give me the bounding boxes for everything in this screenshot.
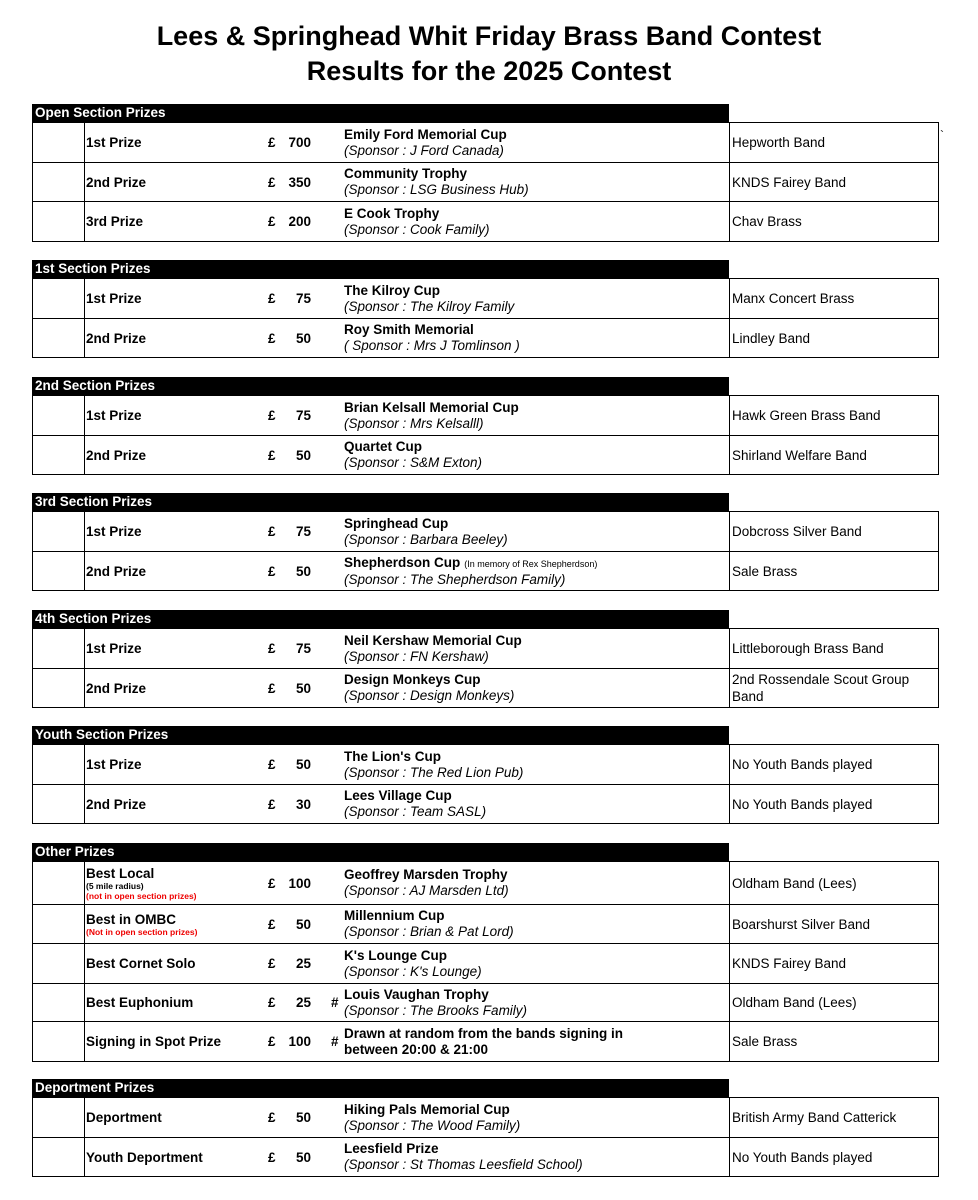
- prize-amount: 350: [288, 174, 311, 190]
- prize-amount: 700: [288, 135, 311, 150]
- trophy-name: [344, 1102, 729, 1118]
- winner-cell: [729, 1022, 938, 1061]
- winner-name: Sale Brass: [732, 1034, 798, 1049]
- winner-name: Sale Brass: [732, 563, 798, 579]
- prize-row: [32, 319, 939, 358]
- prize-cell: [86, 396, 286, 435]
- prize-row: [32, 395, 939, 436]
- trophy-title: K's Lounge Cup: [344, 947, 447, 963]
- sponsor-text: (Sponsor : St Thomas Leesfield School): [344, 1157, 583, 1172]
- winner-cell: [729, 396, 938, 435]
- prize-name: 2nd Prize: [86, 563, 147, 579]
- winner-name: KNDS Fairey Band: [732, 174, 847, 190]
- trophy-name: [344, 1141, 729, 1157]
- trophy-cell: [344, 123, 729, 162]
- prize-name: 2nd Prize: [86, 796, 147, 812]
- prize-row: [32, 1022, 939, 1062]
- winner-cell: [729, 123, 938, 162]
- section-header: 4th Section Prizes: [32, 610, 729, 628]
- row-blank-cell: [33, 629, 85, 668]
- hash-mark: #: [331, 995, 339, 1010]
- trophy-cell: [344, 512, 729, 551]
- prize-name: 1st Prize: [86, 524, 142, 539]
- winner-cell: [729, 512, 938, 551]
- row-blank-cell: [33, 436, 85, 474]
- row-blank-cell: [33, 552, 85, 590]
- winner-name: Manx Concert Brass: [732, 291, 855, 306]
- sponsor-text: (Sponsor : AJ Marsden Ltd): [344, 883, 509, 898]
- winner-cell: [729, 785, 938, 823]
- trophy-name: [344, 439, 729, 455]
- winner-cell: [729, 629, 938, 668]
- prize-row: [32, 861, 939, 905]
- prize-amount: 75: [295, 291, 311, 306]
- page-subtitle: Results for the 2025 Contest: [306, 56, 672, 86]
- prize-note-red: (not in open section prizes): [86, 890, 197, 901]
- trophy-cell: [344, 436, 729, 474]
- sponsor-text: (Sponsor : The Kilroy Family: [344, 298, 515, 314]
- trophy-title: Shepherdson Cup: [344, 554, 461, 570]
- trophy-title: Leesfield Prize: [344, 1141, 439, 1156]
- trophy-cell: [344, 552, 729, 590]
- prize-row: [32, 163, 939, 202]
- currency-symbol: £: [268, 447, 276, 463]
- prize-amount: 30: [295, 796, 311, 812]
- prize-amount: 100: [288, 1034, 311, 1049]
- sponsor-text: (Sponsor : The Red Lion Pub): [344, 764, 524, 780]
- row-blank-cell: [33, 745, 85, 784]
- section-header: Youth Section Prizes: [32, 726, 729, 744]
- sponsor-text: (Sponsor : Team SASL): [344, 804, 487, 819]
- prize-amount: 200: [288, 214, 311, 229]
- row-blank-cell: [33, 123, 85, 162]
- row-blank-cell: [33, 319, 85, 357]
- trophy-name: [344, 400, 729, 416]
- hash-mark: #: [331, 1034, 339, 1049]
- winner-cell: [729, 279, 938, 318]
- row-blank-cell: [33, 512, 85, 551]
- trophy-title: Quartet Cup: [344, 439, 423, 454]
- prize-cell: [86, 785, 286, 823]
- trophy-name: [344, 867, 729, 883]
- trophy-title: Millennium Cup: [344, 908, 445, 923]
- prize-cell: [86, 512, 286, 551]
- prize-name: 2nd Prize: [86, 174, 147, 190]
- prize-name: Best Euphonium: [86, 995, 194, 1010]
- trophy-note: (In memory of Rex Shepherdson): [464, 558, 598, 569]
- prize-name: Youth Deportment: [86, 1149, 203, 1165]
- sponsor-text: (Sponsor : K's Lounge): [344, 963, 482, 979]
- trophy-name: [344, 987, 729, 1003]
- row-blank-cell: [33, 163, 85, 201]
- prize-name: 2nd Prize: [86, 680, 147, 696]
- currency-symbol: £: [268, 680, 276, 696]
- prize-name: 1st Prize: [86, 408, 142, 423]
- prize-amount: 75: [295, 641, 311, 656]
- sponsor-text: (Sponsor : LSG Business Hub): [344, 182, 529, 197]
- currency-symbol: £: [268, 1110, 276, 1125]
- prize-cell: [86, 1098, 286, 1137]
- prize-amount: 50: [295, 757, 311, 772]
- row-blank-cell: [33, 202, 85, 241]
- prize-name: 2nd Prize: [86, 330, 147, 346]
- section-header: Deportment Prizes: [32, 1079, 729, 1097]
- prize-amount: 50: [295, 680, 311, 696]
- prize-row: [32, 669, 939, 708]
- prize-row: [32, 1138, 939, 1177]
- trophy-name: [344, 948, 729, 964]
- prize-amount: 50: [295, 916, 311, 932]
- trophy-cell: [344, 202, 729, 241]
- currency-symbol: £: [268, 1149, 276, 1165]
- trophy-title: The Kilroy Cup: [344, 282, 441, 298]
- prize-name: 1st Prize: [86, 291, 142, 306]
- prize-cell: [86, 319, 286, 357]
- trophy-title: Neil Kershaw Memorial Cup: [344, 632, 522, 648]
- winner-name: Hepworth Band: [732, 135, 826, 150]
- trophy-name: [344, 166, 729, 182]
- trophy-cell: [344, 785, 729, 823]
- prize-row: [32, 436, 939, 475]
- row-blank-cell: [33, 905, 85, 943]
- section-header: 3rd Section Prizes: [32, 493, 729, 511]
- trophy-title: Emily Ford Memorial Cup: [344, 126, 507, 142]
- trophy-cell: [344, 669, 729, 707]
- prize-cell: [86, 745, 286, 784]
- winner-cell: [729, 669, 938, 707]
- sponsor-text: (Sponsor : The Shepherdson Family): [344, 571, 566, 587]
- currency-symbol: £: [268, 174, 276, 190]
- trophy-cell: [344, 944, 729, 983]
- prize-name: 1st Prize: [86, 757, 142, 772]
- sponsor-text: ( Sponsor : Mrs J Tomlinson ): [344, 338, 520, 353]
- prize-amount: 25: [295, 956, 311, 971]
- winner-name: British Army Band Catterick: [732, 1110, 897, 1125]
- prize-name: Best Cornet Solo: [86, 956, 196, 971]
- trophy-title: Drawn at random from the bands signing in: [344, 1025, 624, 1041]
- prize-name: Best Local: [86, 865, 155, 881]
- currency-symbol: £: [268, 1034, 276, 1049]
- prize-note: (5 mile radius): [86, 880, 144, 891]
- prize-cell: [86, 279, 286, 318]
- currency-symbol: £: [268, 796, 276, 812]
- prize-cell: [86, 984, 286, 1021]
- currency-symbol: £: [268, 995, 276, 1010]
- winner-cell: [729, 1138, 938, 1176]
- prize-amount: 50: [295, 1110, 311, 1125]
- prize-name: 2nd Prize: [86, 447, 147, 463]
- row-blank-cell: [33, 984, 85, 1021]
- currency-symbol: £: [268, 214, 276, 229]
- winner-cell: [729, 984, 938, 1021]
- winner-cell: [729, 163, 938, 201]
- sponsor-text: (Sponsor : The Brooks Family): [344, 1002, 528, 1018]
- prize-name: Deportment: [86, 1110, 162, 1125]
- prize-note-red: (Not in open section prizes): [86, 926, 198, 937]
- trophy-title: Hiking Pals Memorial Cup: [344, 1101, 510, 1117]
- row-blank-cell: [33, 396, 85, 435]
- prize-row: [32, 905, 939, 944]
- section-header: 1st Section Prizes: [32, 260, 729, 278]
- winner-cell: [729, 552, 938, 590]
- prize-row: [32, 1097, 939, 1138]
- trophy-cell: [344, 862, 729, 904]
- winner-name: No Youth Bands played: [732, 757, 873, 772]
- trophy-cell: [344, 745, 729, 784]
- row-blank-cell: [33, 1138, 85, 1176]
- trophy-title: E Cook Trophy: [344, 205, 440, 221]
- trophy-title: The Lion's Cup: [344, 748, 441, 764]
- prize-amount: 75: [295, 524, 311, 539]
- section-header: Other Prizes: [32, 843, 729, 861]
- trophy-name: [344, 908, 729, 924]
- trophy-name: [344, 749, 729, 765]
- prize-amount: 25: [295, 995, 311, 1010]
- prize-row: [32, 122, 939, 163]
- prize-row: [32, 984, 939, 1022]
- currency-symbol: £: [268, 757, 276, 772]
- winner-name: Littleborough Brass Band: [732, 641, 884, 656]
- trophy-title: Springhead Cup: [344, 515, 449, 531]
- currency-symbol: £: [268, 330, 276, 346]
- row-blank-cell: [33, 279, 85, 318]
- trophy-name: [344, 672, 729, 688]
- trophy-cell: [344, 163, 729, 201]
- row-blank-cell: [33, 669, 85, 707]
- winner-cell: [729, 862, 938, 904]
- section-header: 2nd Section Prizes: [32, 377, 729, 395]
- prize-name: Best in OMBC: [86, 911, 177, 927]
- trophy-name: [344, 127, 729, 143]
- trophy-title: Geoffrey Marsden Trophy: [344, 867, 508, 882]
- winner-cell: [729, 905, 938, 943]
- stray-mark: `: [940, 128, 944, 142]
- prize-cell: [86, 1022, 286, 1061]
- currency-symbol: £: [268, 291, 276, 306]
- winner-name: Dobcross Silver Band: [732, 524, 862, 539]
- winner-cell: [729, 745, 938, 784]
- prize-row: [32, 552, 939, 591]
- currency-symbol: £: [268, 408, 276, 423]
- trophy-name: [344, 555, 729, 572]
- trophy-name: [344, 206, 729, 222]
- sponsor-text: (Sponsor : The Wood Family): [344, 1117, 521, 1133]
- trophy-title: Brian Kelsall Memorial Cup: [344, 399, 519, 415]
- sponsor-text: (Sponsor : FN Kershaw): [344, 648, 489, 664]
- trophy-name: [344, 516, 729, 532]
- winner-name: Shirland Welfare Band: [732, 447, 867, 463]
- trophy-title: Louis Vaughan Trophy: [344, 986, 489, 1002]
- trophy-title: Community Trophy: [344, 166, 468, 181]
- winner-name: Oldham Band (Lees): [732, 875, 857, 891]
- prize-row: [32, 628, 939, 669]
- prize-cell: [86, 944, 286, 983]
- prize-cell: [86, 669, 286, 707]
- trophy-title: Roy Smith Memorial: [344, 322, 474, 337]
- prize-name: 1st Prize: [86, 135, 142, 150]
- prize-name: 1st Prize: [86, 641, 142, 656]
- prize-amount: 50: [295, 447, 311, 463]
- trophy-cell: [344, 1022, 729, 1061]
- winner-cell: [729, 202, 938, 241]
- prize-amount: 75: [295, 408, 311, 423]
- winner-cell: [729, 436, 938, 474]
- winner-name: Chav Brass: [732, 214, 802, 229]
- page-title: Lees & Springhead Whit Friday Brass Band Contest: [156, 21, 822, 51]
- prize-row: [32, 278, 939, 319]
- currency-symbol: £: [268, 641, 276, 656]
- prize-amount: 100: [288, 875, 311, 891]
- prize-amount: 50: [295, 1149, 311, 1165]
- prize-cell: [86, 123, 286, 162]
- trophy-cell: [344, 1138, 729, 1176]
- prize-cell: [86, 905, 286, 943]
- prize-cell: [86, 862, 286, 904]
- section-header: Open Section Prizes: [32, 104, 729, 122]
- prize-row: [32, 785, 939, 824]
- winner-name: 2nd Rossendale Scout Group Band: [732, 672, 910, 704]
- prize-row: [32, 744, 939, 785]
- winner-cell: [729, 944, 938, 983]
- row-blank-cell: [33, 1022, 85, 1061]
- prize-amount: 50: [295, 563, 311, 579]
- currency-symbol: £: [268, 875, 276, 891]
- prize-cell: [86, 552, 286, 590]
- sponsor-text: (Sponsor : Mrs Kelsalll): [344, 415, 484, 431]
- winner-cell: [729, 319, 938, 357]
- prize-row: [32, 202, 939, 242]
- winner-name: Boarshurst Silver Band: [732, 916, 871, 932]
- prize-amount: 50: [295, 330, 311, 346]
- prize-cell: [86, 202, 286, 241]
- sponsor-text: (Sponsor : Brian & Pat Lord): [344, 924, 514, 939]
- currency-symbol: £: [268, 563, 276, 579]
- winner-name: Hawk Green Brass Band: [732, 408, 881, 423]
- winner-name: Lindley Band: [732, 330, 811, 346]
- trophy-name: [344, 633, 729, 649]
- row-blank-cell: [33, 785, 85, 823]
- winner-name: Oldham Band (Lees): [732, 995, 857, 1010]
- sponsor-text: (Sponsor : Barbara Beeley): [344, 531, 508, 547]
- prize-name: 3rd Prize: [86, 214, 144, 229]
- trophy-cell: [344, 984, 729, 1021]
- prize-cell: [86, 436, 286, 474]
- currency-symbol: £: [268, 956, 276, 971]
- trophy-cell: [344, 905, 729, 943]
- row-blank-cell: [33, 1098, 85, 1137]
- trophy-cell: [344, 396, 729, 435]
- trophy-name: [344, 1026, 729, 1042]
- trophy-name: [344, 283, 729, 299]
- prize-row: [32, 944, 939, 984]
- row-blank-cell: [33, 862, 85, 904]
- winner-cell: [729, 1098, 938, 1137]
- trophy-title: Lees Village Cup: [344, 788, 452, 803]
- prize-name: Signing in Spot Prize: [86, 1034, 221, 1049]
- trophy-title: Design Monkeys Cup: [344, 672, 481, 687]
- trophy-name-line2: between 20:00 & 21:00: [344, 1041, 489, 1057]
- currency-symbol: £: [268, 524, 276, 539]
- prize-cell: [86, 629, 286, 668]
- winner-name: No Youth Bands played: [732, 1149, 873, 1165]
- trophy-cell: [344, 1098, 729, 1137]
- trophy-cell: [344, 629, 729, 668]
- winner-name: KNDS Fairey Band: [732, 956, 847, 971]
- trophy-cell: [344, 279, 729, 318]
- prize-cell: [86, 1138, 286, 1176]
- sponsor-text: (Sponsor : Design Monkeys): [344, 688, 515, 703]
- sponsor-text: (Sponsor : S&M Exton): [344, 455, 483, 470]
- sponsor-text: (Sponsor : J Ford Canada): [344, 142, 504, 158]
- trophy-cell: [344, 319, 729, 357]
- prize-cell: [86, 163, 286, 201]
- sponsor-text: (Sponsor : Cook Family): [344, 221, 490, 237]
- winner-name: No Youth Bands played: [732, 796, 873, 812]
- currency-symbol: £: [268, 135, 276, 150]
- trophy-name: [344, 788, 729, 804]
- row-blank-cell: [33, 944, 85, 983]
- trophy-name: [344, 322, 729, 338]
- prize-row: [32, 511, 939, 552]
- currency-symbol: £: [268, 916, 276, 932]
